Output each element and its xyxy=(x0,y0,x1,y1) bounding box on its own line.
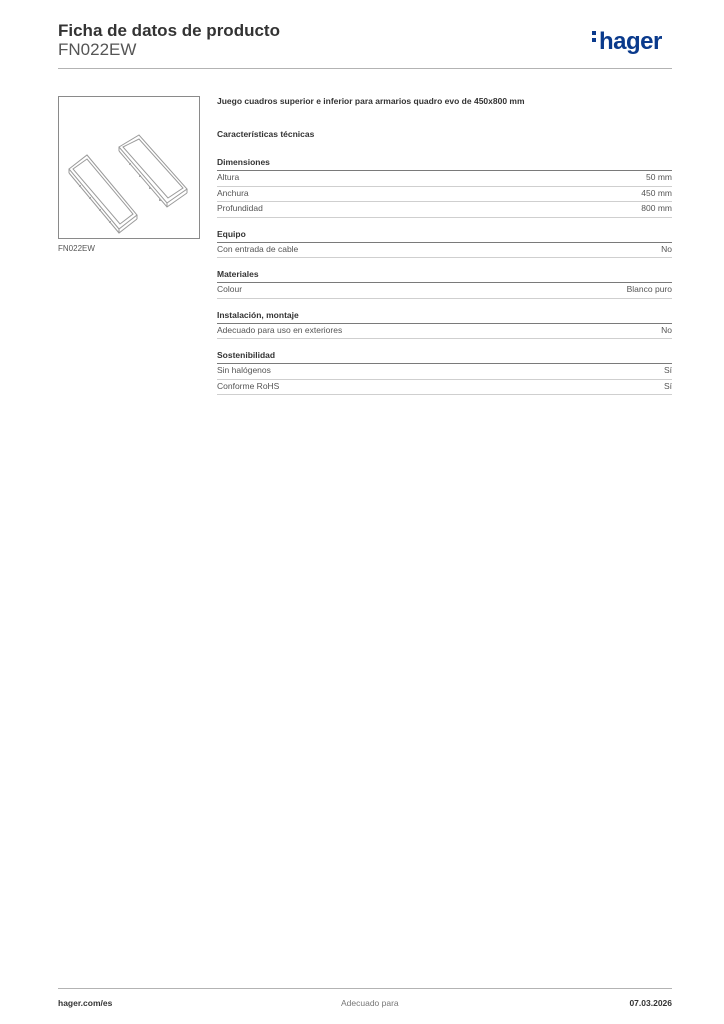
footer-middle-text: Adecuado para xyxy=(341,998,399,1008)
spec-row xyxy=(217,364,672,380)
section-equipo xyxy=(217,229,672,259)
product-description: Juego cuadros superior e inferior para armarios quadro evo de 450x800 mm xyxy=(217,96,525,106)
section-title: Instalación, montaje xyxy=(217,310,672,324)
spec-row xyxy=(217,283,672,299)
product-image xyxy=(58,96,200,239)
spec-label: Anchura xyxy=(217,187,249,198)
logo-text: hager xyxy=(599,28,662,55)
specs-title: Características técnicas xyxy=(217,129,315,139)
product-details xyxy=(217,96,672,406)
spec-row xyxy=(217,243,672,259)
section-instalacion xyxy=(217,310,672,340)
image-caption: FN022EW xyxy=(58,244,95,253)
spec-label: Adecuado para uso en exteriores xyxy=(217,324,343,335)
spec-row xyxy=(217,171,672,187)
spec-value: 450 mm xyxy=(641,187,672,198)
spec-label: Altura xyxy=(217,172,240,182)
spec-label: Conforme RoHS xyxy=(217,380,280,391)
spec-row xyxy=(217,202,672,218)
spec-value: Sí xyxy=(663,365,672,375)
footer-website-link[interactable]: hager.com/es xyxy=(58,998,113,1008)
footer-date: 07.03.2026 xyxy=(629,998,672,1008)
spec-label: Con entrada de cable xyxy=(217,243,299,254)
spec-value: 800 mm xyxy=(641,203,672,213)
spec-label: Colour xyxy=(217,284,243,294)
spec-value: Blanco puro xyxy=(626,284,672,294)
section-dimensiones xyxy=(217,157,672,218)
footer-divider xyxy=(58,988,672,989)
spec-value: No xyxy=(661,324,672,335)
section-title: Materiales xyxy=(217,269,672,283)
section-sostenibilidad xyxy=(217,350,672,395)
spec-label: Profundidad xyxy=(217,203,263,213)
section-title: Sostenibilidad xyxy=(217,350,672,364)
spec-row xyxy=(217,380,672,396)
spec-value: No xyxy=(661,243,672,254)
spec-row xyxy=(217,324,672,340)
section-materiales xyxy=(217,269,672,299)
product-frames-icon xyxy=(59,97,199,238)
product-code: FN022EW xyxy=(58,40,137,59)
spec-label: Sin halógenos xyxy=(217,365,271,375)
header-divider xyxy=(58,68,672,69)
spec-value: 50 mm xyxy=(646,172,672,182)
spec-row xyxy=(217,187,672,203)
section-title: Equipo xyxy=(217,229,672,243)
page-title: Ficha de datos de producto xyxy=(58,21,280,40)
logo-dots-icon xyxy=(592,31,597,45)
section-title: Dimensiones xyxy=(217,157,672,171)
spec-value: Sí xyxy=(663,380,672,391)
hager-logo[interactable] xyxy=(592,28,662,56)
